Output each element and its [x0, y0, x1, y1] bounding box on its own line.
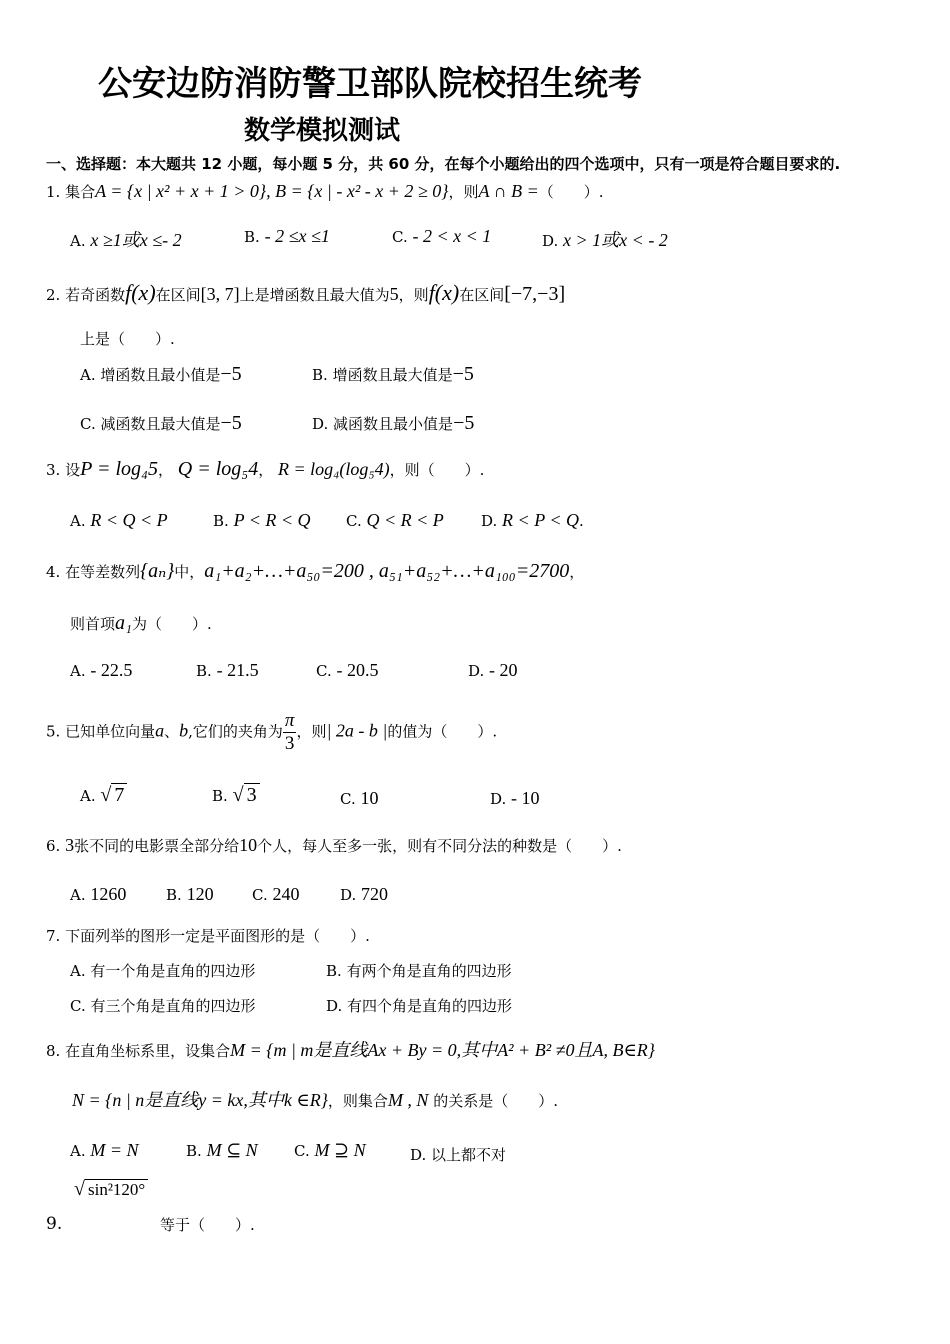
question-text: 在等差数列 [65, 563, 141, 581]
question-text: 为（ ）. [131, 615, 212, 633]
math-expr: Q = log₅4 [177, 458, 259, 480]
question-number: 1. [46, 183, 61, 201]
question-text: ，则集合 [327, 1092, 388, 1110]
question-5 [46, 710, 497, 755]
option-a [70, 510, 168, 531]
math-expr: A ∩ B = [478, 181, 539, 201]
option-c [316, 660, 379, 681]
option-d [468, 660, 518, 681]
option-text: x ≥1或x ≤- 2 [90, 230, 182, 250]
question-text: 中， [174, 563, 205, 581]
option-letter: A. [70, 512, 86, 530]
option-letter: B. [312, 366, 328, 384]
option-value: −5 [220, 412, 242, 434]
option-d [326, 995, 512, 1016]
option-letter: B. [326, 962, 342, 980]
math-expr: R = log₄(log₅4) [278, 459, 390, 479]
question-text: 设 [65, 461, 81, 479]
question-8 [46, 1036, 655, 1062]
option-letter: D. [410, 1146, 427, 1164]
option-text: 有一个角是直角的四边形 [90, 962, 256, 980]
math-set-n: N = {n | n是直线y = kx,其中k ∈R} [72, 1090, 328, 1110]
option-text: 7 [111, 783, 127, 806]
option-letter: A. [80, 787, 96, 805]
math-expr: [−7,−3] [504, 283, 566, 305]
option-text: M ⊆ N [206, 1140, 258, 1160]
option-text: - 20.5 [336, 660, 379, 680]
question-text: ，则 [296, 722, 327, 741]
question-text: ，则 [398, 286, 429, 304]
option-b [312, 363, 474, 386]
option-a [70, 884, 126, 905]
option-text: - 2 ≤x ≤1 [264, 226, 330, 246]
option-d [312, 412, 474, 435]
question-number: 7. [46, 927, 61, 945]
math-expr: 5 [389, 284, 399, 304]
question-text: 集合 [65, 183, 96, 201]
option-c [294, 1140, 366, 1161]
math-expr: 10 [239, 835, 258, 855]
option-letter: A. [70, 232, 86, 250]
option-c [340, 788, 379, 809]
option-text: 增函数且最大值是 [332, 366, 453, 384]
option-b [212, 784, 260, 807]
question-number: 5. [46, 722, 61, 741]
q9-expression [74, 1178, 148, 1201]
question-text: ，则（ ）. [389, 461, 485, 479]
option-text: R < Q < P [90, 510, 168, 530]
question-4-continued [70, 612, 212, 635]
option-text: 240 [272, 884, 300, 904]
option-c [346, 510, 444, 531]
option-letter: C. [252, 886, 268, 904]
math-expr: a₁ [115, 612, 132, 634]
question-number: 6. [46, 837, 61, 855]
question-9-text: 等于（ ）. [160, 1216, 255, 1234]
math-expr: f(x) [125, 280, 156, 305]
option-letter: D. [326, 997, 343, 1015]
page-subtitle: 数学模拟测试 [244, 116, 401, 146]
option-text: - 2 < x < 1 [412, 226, 492, 246]
math-expr: sin²120° [85, 1179, 148, 1199]
question-text: 下面列举的图形一定是平面图形的是（ ）. [65, 927, 370, 945]
option-letter: C. [346, 512, 362, 530]
option-letter: D. [468, 662, 485, 680]
math-expr: f(x) [428, 280, 460, 305]
option-letter: A. [70, 962, 86, 980]
option-b [213, 510, 311, 531]
option-b [186, 1140, 258, 1161]
option-c [392, 226, 491, 247]
option-letter: A. [70, 662, 86, 680]
question-6 [46, 835, 622, 856]
option-text: 120 [186, 884, 214, 904]
option-text: 减函数且最小值是 [333, 415, 454, 433]
option-a [70, 1140, 139, 1161]
option-letter: B. [212, 787, 228, 805]
question-text: 若奇函数 [65, 286, 126, 304]
option-letter: B. [166, 886, 182, 904]
option-text: 1260 [90, 884, 127, 904]
option-letter: C. [80, 415, 96, 433]
option-d [490, 788, 540, 809]
option-letter: B. [213, 512, 229, 530]
option-text: M = N [90, 1140, 139, 1160]
option-letter: D. [312, 415, 329, 433]
option-d [410, 1144, 506, 1165]
option-value: −5 [453, 412, 475, 434]
sqrt-symbol: √ 7 [100, 783, 127, 806]
option-b [326, 960, 512, 981]
question-2 [46, 280, 565, 306]
question-text: ， [569, 563, 585, 581]
math-expr: P = log₄5 [80, 458, 158, 480]
question-text: 的关系是（ ）. [433, 1092, 558, 1110]
option-d [340, 884, 388, 905]
math-expr: a [155, 720, 165, 741]
option-text: 以上都不对 [431, 1146, 507, 1164]
option-b [166, 884, 214, 905]
option-text: Q < R < P [366, 510, 444, 530]
question-text: ，则 [448, 183, 479, 201]
option-text: x > 1或x < - 2 [563, 230, 668, 250]
math-expr: {aₙ} [140, 560, 175, 582]
option-letter: C. [392, 228, 408, 246]
option-letter: D. [542, 232, 559, 250]
question-text: 上是增函数且最大值为 [239, 286, 390, 304]
page-title: 公安边防消防警卫部队院校招生统考 [98, 64, 642, 104]
math-expr: a₁+a₂+…+a₅₀=200 , a₅₁+a₅₂+…+a₁₀₀=2700 [204, 560, 570, 582]
option-letter: B. [186, 1142, 202, 1160]
question-text: 在直角坐标系里，设集合 [65, 1042, 231, 1060]
option-value: −5 [220, 363, 242, 385]
question-number: 9. [46, 1214, 63, 1234]
option-text: - 22.5 [90, 660, 133, 680]
option-text: - 21.5 [216, 660, 259, 680]
question-8-continued [72, 1086, 558, 1112]
math-expr: M , N [387, 1090, 429, 1110]
question-text: 的值为（ ）. [387, 722, 498, 741]
option-value: −5 [452, 363, 474, 385]
option-text: 720 [361, 884, 389, 904]
question-1 [46, 181, 604, 202]
option-letter: D. [340, 886, 357, 904]
question-4 [46, 558, 584, 583]
option-text: M ⊇ N [314, 1140, 366, 1160]
option-c [252, 884, 300, 905]
option-letter: A. [70, 886, 86, 904]
question-number: 4. [46, 563, 61, 581]
question-text: （ ）. [538, 183, 604, 201]
option-letter: C. [316, 662, 332, 680]
option-text: R < P < Q [502, 510, 580, 530]
math-sets: A = {x | x² + x + 1 > 0}, B = {x | - x² - x + 2 ≥ 0} [95, 181, 449, 201]
question-text: 、 [164, 722, 180, 741]
end-punctuation: . [579, 512, 584, 530]
math-expr: | 2a - b | [326, 720, 388, 741]
math-expr: [3, 7] [200, 284, 240, 304]
option-text: - 20 [489, 660, 518, 680]
math-expr: b [179, 720, 189, 741]
option-d [481, 510, 584, 531]
question-number: 2. [46, 286, 61, 304]
option-b [244, 226, 330, 247]
question-text: 在区间 [155, 286, 201, 304]
option-letter: A. [70, 1142, 86, 1160]
option-text: 增函数且最小值是 [100, 366, 221, 384]
option-letter: C. [70, 997, 86, 1015]
question-text: 在区间 [459, 286, 505, 304]
question-7 [46, 925, 370, 946]
question-number: 3. [46, 461, 61, 479]
fraction-numerator: π [284, 710, 295, 731]
question-text: ,它们的夹角为 [188, 722, 283, 741]
option-a [80, 363, 242, 386]
option-text: 10 [360, 788, 379, 808]
question-number: 8. [46, 1042, 61, 1060]
option-c [70, 995, 256, 1016]
math-set-m: M = {m | m是直线Ax + By = 0,其中A² + B² ≠0且A, B∈R} [230, 1040, 655, 1060]
question-text: 个人，每人至多一张，则有不同分法的种数是（ ）. [257, 837, 622, 855]
option-a [80, 784, 127, 807]
option-text: 有三个角是直角的四边形 [90, 997, 256, 1015]
question-text: 张不同的电影票全部分给 [74, 837, 240, 855]
sqrt-symbol: √ sin²120° [74, 1178, 148, 1200]
option-text: 有四个角是直角的四边形 [347, 997, 513, 1015]
option-text: - 10 [511, 788, 540, 808]
option-text: P < R < Q [233, 510, 311, 530]
option-text: 减函数且最大值是 [100, 415, 221, 433]
option-a [70, 960, 255, 981]
question-text: 则首项 [70, 615, 116, 633]
option-text: 3 [244, 783, 260, 806]
fraction-denominator: 3 [284, 733, 295, 754]
option-d [542, 226, 668, 252]
option-letter: D. [481, 512, 498, 530]
option-letter: D. [490, 790, 507, 808]
question-2-continued: 上是（ ）. [80, 330, 175, 348]
question-text: 已知单位向量 [65, 722, 156, 741]
option-letter: C. [340, 790, 356, 808]
option-text: 有两个角是直角的四边形 [346, 962, 512, 980]
question-9 [46, 1214, 62, 1234]
option-a [70, 226, 182, 252]
math-expr: 3 [65, 835, 75, 855]
question-3: 3. 设P = log₄5， Q = log₅4， R = log₄(log₅4)，则（ ）. [46, 458, 485, 480]
option-letter: A. [80, 366, 96, 384]
fraction [283, 710, 297, 755]
section-heading: 一、选择题：本大题共 12 小题，每小题 5 分，共 60 分，在每个小题给出的四个选项中，只有一项是符合题目要求的. [46, 155, 841, 173]
sqrt-symbol: √ 3 [233, 783, 260, 806]
option-b [196, 660, 259, 681]
option-c [80, 412, 242, 435]
option-a [70, 660, 132, 681]
option-letter: B. [196, 662, 212, 680]
option-letter: B. [244, 228, 260, 246]
option-letter: C. [294, 1142, 310, 1160]
